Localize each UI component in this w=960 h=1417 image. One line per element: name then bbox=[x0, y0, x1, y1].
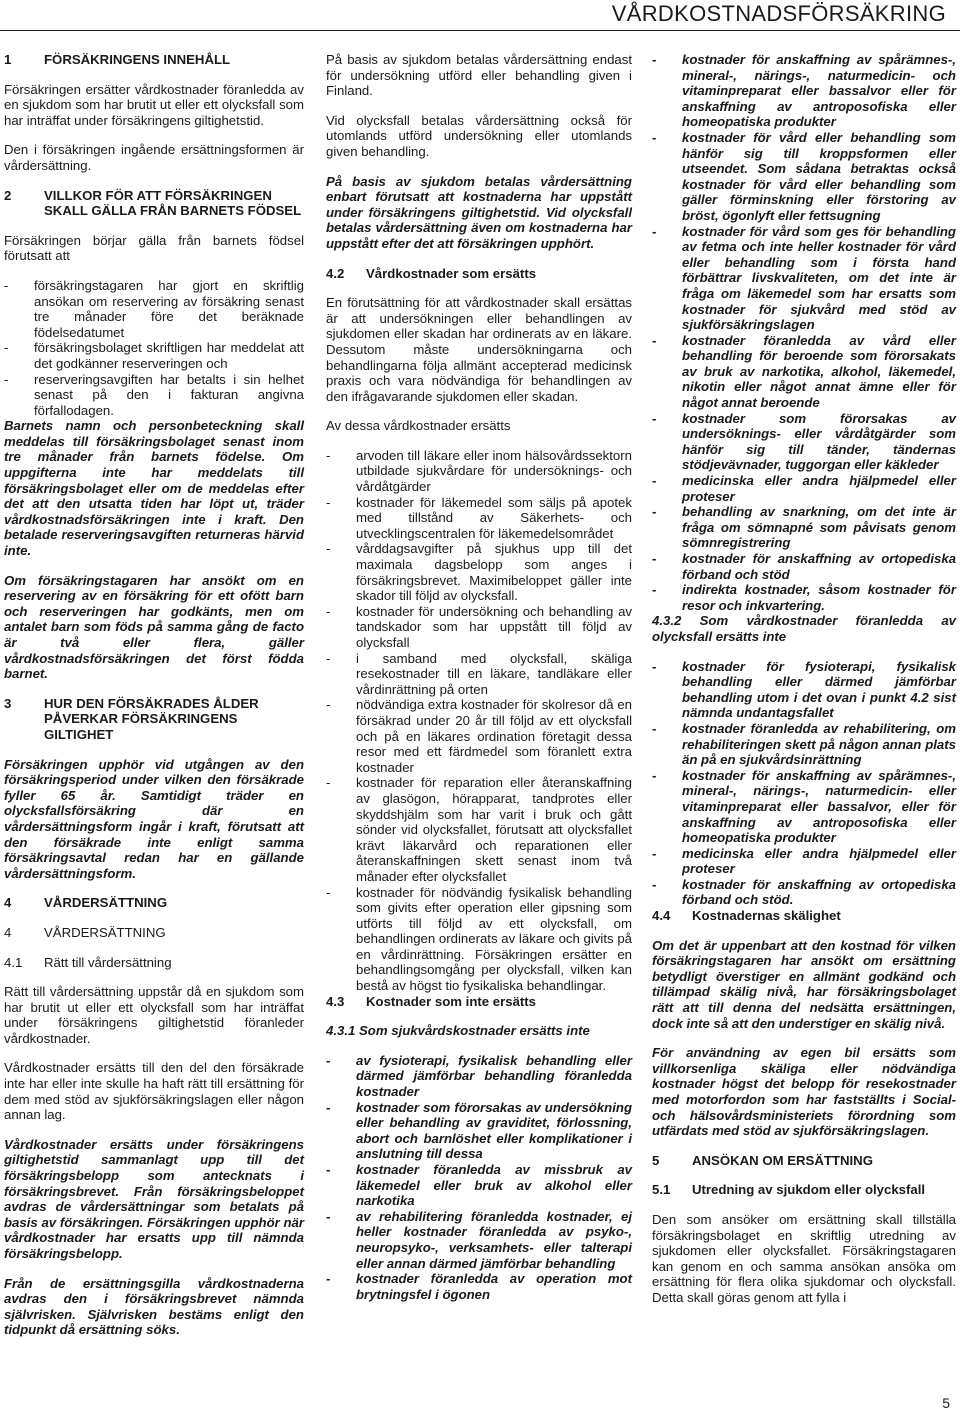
dash-marker: - bbox=[652, 52, 657, 67]
emphasized-paragraph: 4.3.1 Som sjukvårdskostnader ersätts inte bbox=[326, 1023, 590, 1039]
list-item bbox=[652, 504, 956, 551]
page-number: 5 bbox=[942, 1395, 950, 1411]
section-heading bbox=[326, 266, 632, 282]
emphasized-paragraph: Om försäkringstagaren har ansökt om en reservering av en försäkring för ett ofött barn och reserveringen har godkänts, men om antalet barn som föds på samma gång de facto är två eller flera, gäller vårdkostnadsförsäkringen det först födda barnet. bbox=[4, 572, 304, 682]
section-title: VÅRDERSÄTTNING bbox=[44, 924, 166, 940]
list-item-text: kostnader för läkemedel som säljs på apotek med tillstånd av Säkerhets- och utvecklingscentralen för läkemedelsområdet bbox=[356, 494, 632, 541]
list-item-text: kostnader föranledda av missbruk av läkemedel eller bruk av alkohol eller narkotika bbox=[356, 1162, 632, 1209]
dash-marker: - bbox=[326, 697, 331, 713]
paragraph: Av dessa vårdkostnader ersätts bbox=[326, 418, 511, 434]
section-number: 1 bbox=[4, 52, 12, 67]
dash-marker: - bbox=[326, 1208, 331, 1224]
list-item-text: arvoden till läkare eller inom hälsovårdssektorn utbildade sjukvårdare för undersöknings- och vårdåtgärder bbox=[356, 447, 632, 495]
list-item bbox=[326, 651, 632, 698]
list-item bbox=[326, 541, 632, 603]
list-item-text: i samband med olycksfall, skäliga resekostnader till en läkare, tandläkare eller vårdinrättning på orten bbox=[356, 650, 632, 697]
list-item-text: kostnader för fysioterapi, fysikalisk behandling eller därmed jämförbar behandling utom i det ovan i punkt 4.2 sist nämnda undantagsfallet bbox=[682, 658, 956, 721]
dash-marker: - bbox=[326, 603, 331, 619]
section-heading bbox=[4, 895, 304, 911]
list-item bbox=[652, 551, 956, 582]
list-item-text: kostnader för anskaffning av spårämnes-, mineral-, närings-, naturmedicin- och vitaminpreparat eller bassalvor eller för anskaffning av antroposofiska eller homeopatiska produkter bbox=[682, 52, 956, 130]
paragraph: Vid olycksfall betalas vårdersättning också för utomlands utförd undersökning eller utomlands given behandling. bbox=[326, 112, 632, 159]
dash-marker: - bbox=[652, 223, 657, 239]
list-item-text: kostnader för nödvändig fysikalisk behandling som givits efter operation eller gipsning som utförts till följd av ett olycksfall, om behandlingen ordinerats av läkare och givits på en vårdinrättning. Försäkringen ersätter en behandlingsomgång per olycksfall, vilken kan bestå av högst tio fysikaliska behandlingar. bbox=[356, 884, 632, 994]
list-item bbox=[326, 885, 632, 994]
emphasized-paragraph: Vårdkostnader ersätts under försäkringens giltighetstid sammanlagt upp till det försäkringsbelopp som antecknats i försäkringsbrevet. Från försäkringsbeloppet avdras de vårdersättningar som betalats på basis av försäkringen. Försäkringen upphör när vårdkostnader har ersatts upp till nämnda försäkringsbelopp. bbox=[4, 1136, 304, 1261]
list-item-text: försäkringsbolaget skriftligen har meddelat att det godkänner reserveringen och bbox=[34, 340, 304, 371]
section-number: 4.3 bbox=[326, 993, 345, 1009]
list-item-text: försäkringstagaren har gjort en skriftlig ansökan om reservering av försäkring senast tre månader före det beräknade födelsedatumet bbox=[34, 277, 304, 340]
section-title: Utredning av sjukdom eller olycksfall bbox=[692, 1182, 926, 1198]
list-item bbox=[652, 411, 956, 473]
emphasized-paragraph: På basis av sjukdom betalas vårdersättning enbart förutsatt att kostnaderna har uppstått under försäkringens giltighetstid. Vid olycksfall betalas vårdersättning även om kostnaderna har uppstått efter det att försäkringen upphört. bbox=[326, 173, 632, 251]
column-2 bbox=[326, 52, 632, 1302]
dash-marker: - bbox=[652, 473, 657, 489]
list-item bbox=[652, 333, 956, 411]
dash-marker: - bbox=[326, 1271, 331, 1287]
dash-marker: - bbox=[652, 876, 657, 892]
list-item bbox=[652, 768, 956, 846]
list-item bbox=[652, 52, 956, 130]
list-item bbox=[326, 448, 632, 495]
section-number: 4.1 bbox=[4, 954, 23, 970]
list-item-text: kostnader för vård eller behandling som hänför sig till kroppsformen eller utseendet. Som sådana betraktas också kostnader för vård eller behandling som gäller förminskning eller förstoring av bröst, ögonlyft eller fettsugning bbox=[682, 129, 956, 223]
dash-marker: - bbox=[326, 1052, 331, 1068]
list-item bbox=[652, 846, 956, 877]
list-item bbox=[652, 473, 956, 504]
dash-marker: - bbox=[652, 332, 657, 348]
dash-marker: - bbox=[326, 494, 331, 510]
section-title: ANSÖKAN OM ERSÄTTNING bbox=[692, 1152, 873, 1168]
list-item-text: kostnader för anskaffning av ortopediska förband och stöd. bbox=[682, 876, 956, 908]
dash-marker: - bbox=[652, 658, 657, 674]
list-item bbox=[4, 278, 304, 340]
section-title: Rätt till vårdersättning bbox=[44, 954, 172, 970]
bullet-list bbox=[326, 448, 632, 994]
list-item-text: vårddagsavgifter på sjukhus upp till det maximala dagsbelopp som anges i försäkringsbrevet. Maximibeloppet gäller inte skador till följd av olycksfall. bbox=[356, 541, 632, 604]
dash-marker: - bbox=[326, 1099, 331, 1115]
list-item bbox=[326, 1053, 632, 1100]
paragraph: Försäkringen ersätter vårdkostnader föranledda av en sjukdom som har brutit ut eller ett olycksfall som har inträffat under försäkringens giltighetstid. bbox=[4, 81, 304, 128]
section-title: VÅRDERSÄTTNING bbox=[44, 895, 168, 911]
list-item-text: kostnader föranledda av vård eller behandling för beroende som förorsakats av bruk av narkotika, alkohol, läkemedel, nikotin eller något annat ämne eller för något annat beroende bbox=[682, 332, 956, 411]
emphasized-paragraph: Barnets namn och personbeteckning skall meddelas till försäkringsbolaget senast inom tre månader från barnets födelse. Om uppgifterna inte har meddelats till försäkringsbolaget eller om de meddelas efter det att den utsatta tiden har löpt ut, träder vårdkostnadsförsäkringen inte i kraft. Den betalade reserveringsavgiften returneras härvid inte. bbox=[4, 418, 304, 559]
list-item bbox=[326, 775, 632, 884]
list-item bbox=[326, 1100, 632, 1162]
section-title: VILLKOR FÖR ATT FÖRSÄKRINGEN SKALL GÄLLA FRÅN BARNETS FÖDSEL bbox=[44, 187, 302, 219]
section-heading bbox=[326, 994, 632, 1010]
list-item-text: kostnader föranledda av rehabilitering, om rehabiliteringen skett på någon annan plats än på en sjukvårdsinrättning bbox=[682, 720, 956, 768]
section-heading bbox=[4, 52, 304, 68]
list-item bbox=[652, 130, 956, 224]
section-title: Kostnadernas skälighet bbox=[692, 908, 841, 924]
section-heading bbox=[652, 908, 956, 924]
dash-marker: - bbox=[326, 775, 331, 791]
list-item bbox=[652, 659, 956, 721]
emphasized-paragraph: Om det är uppenbart att den kostnad för vilken försäkringstagaren har ansökt om ersättning betydligt överstiger en allmänt godkänd och tillämpad skälig nivå, har försäkringsbolaget rätt att till denna del nedsätta ersättningen, dock inte så att den understiger en skälig nivå. bbox=[652, 937, 956, 1031]
paragraph: Den i försäkringen ingående ersättningsformen är vårdersättning. bbox=[4, 142, 304, 173]
dash-marker: - bbox=[652, 129, 657, 145]
section-heading bbox=[652, 1153, 956, 1169]
list-item-text: medicinska eller andra hjälpmedel eller proteser bbox=[682, 845, 956, 877]
list-item bbox=[4, 340, 304, 371]
dash-marker: - bbox=[326, 650, 331, 666]
column-1 bbox=[4, 52, 304, 1352]
list-item bbox=[326, 697, 632, 775]
bullet-list bbox=[4, 278, 304, 418]
paragraph: Vårdkostnader ersätts till den del den försäkrade inte har eller inte skulle ha haft rätt till ersättning för dem med stöd av sjukförsäkringslagen eller någon annan lag. bbox=[4, 1060, 304, 1123]
list-item-text: kostnader som förorsakas av undersökning eller behandling av graviditet, förlossning, abort och barnlöshet eller komplikationer i anslutning till dessa bbox=[356, 1099, 632, 1162]
list-item bbox=[326, 1271, 632, 1302]
bullet-list bbox=[326, 1053, 632, 1303]
section-title: HUR DEN FÖRSÄKRADES ÅLDER PÅVERKAR FÖRSÄKRINGENS GILTIGHET bbox=[44, 695, 259, 742]
paragraph: På basis av sjukdom betalas vårdersättning endast för undersökning utförd eller behandling given i Finland. bbox=[326, 52, 632, 99]
section-number: 5.1 bbox=[652, 1182, 671, 1198]
list-item-text: reserveringsavgiften har betalts i sin helhet senast på den i fakturan angivna förfallodagen. bbox=[34, 371, 304, 418]
list-item bbox=[652, 224, 956, 333]
section-title: Vårdkostnader som ersätts bbox=[366, 265, 537, 281]
section-title: Kostnader som inte ersätts bbox=[366, 993, 537, 1009]
section-number: 4 bbox=[4, 895, 12, 911]
list-item bbox=[326, 604, 632, 651]
dash-marker: - bbox=[652, 767, 657, 783]
list-item-text: indirekta kostnader, såsom kostnader för resor och inkvartering. bbox=[682, 582, 956, 613]
list-item-text: kostnader för reparation eller återanskaffning av glasögon, hörapparat, tandprotes eller skyddshjälm som har varit i bruk och gått sönder vid olycksfallet, förutsatt att olycksfallet krävt läkarvård och reparationen eller återanskaffningen skett senast inom två månader efter olycksfallet bbox=[356, 775, 632, 884]
bullet-list bbox=[652, 52, 956, 613]
emphasized-paragraph: Från de ersättningsgilla vårdkostnaderna avdras den i försäkringsbrevet nämnda självrisken. Självrisken bestäms enligt den tidpunkt då ersättning söks. bbox=[4, 1275, 304, 1338]
dash-marker: - bbox=[652, 410, 657, 426]
paragraph: Försäkringen börjar gälla från barnets födsel förutsatt att bbox=[4, 232, 304, 264]
dash-marker: - bbox=[4, 277, 9, 293]
list-item-text: behandling av snarkning, om det inte är fråga om sömnapné som påvisats genom sömnregistrering bbox=[682, 504, 956, 551]
list-item-text: av fysioterapi, fysikalisk behandling eller därmed jämförbar behandling föranledda kostnader bbox=[356, 1052, 632, 1100]
dash-marker: - bbox=[652, 504, 657, 520]
list-item bbox=[652, 582, 956, 613]
section-heading bbox=[652, 1182, 956, 1198]
section-heading bbox=[4, 925, 304, 941]
emphasized-paragraph: För användning av egen bil ersätts som villkorsenliga skäliga eller nödvändiga kostnader högst det belopp för resekostnader med motorfordon som har fastställts i Social- och hälsovårdsministeriets förordning som utfärdats med stöd av sjukförsäkringslagen. bbox=[652, 1045, 956, 1139]
document-title: VÅRDKOSTNADSFÖRSÄKRING bbox=[0, 0, 960, 31]
list-item bbox=[326, 1209, 632, 1271]
list-item-text: kostnader som förorsakas av undersöknings- eller vårdåtgärder som hänför sig till tänder, tändernas stödjevävnader, tuggorgan eller käkleder bbox=[682, 410, 956, 473]
dash-marker: - bbox=[4, 340, 9, 356]
dash-marker: - bbox=[652, 720, 657, 736]
list-item-text: kostnader för vård som ges för behandling av fetma och inte heller kostnader för vård eller behandling som i första hand förbättrar livskvaliteten, om det inte är fråga om läkemedel som har ersatts som kostnader för sjukvård med stöd av sjukförsäkringslagen bbox=[682, 223, 956, 333]
dash-marker: - bbox=[326, 884, 331, 900]
list-item-text: medicinska eller andra hjälpmedel eller proteser bbox=[682, 473, 956, 504]
section-number: 4.2 bbox=[326, 265, 345, 281]
paragraph: En förutsättning för att vårdkostnader skall ersättas är att undersökningen eller behandlingen av sjukdomen eller skadan har ordinerats av en läkare. Dessutom måste undersökningarna och behandlingarna följa allmänt accepterad medicinsk praxis och vara nödvändiga för behandlingen av den ifrågavarande sjukdomen eller skadan. bbox=[326, 295, 632, 404]
section-number: 2 bbox=[4, 187, 12, 203]
section-title: FÖRSÄKRINGENS INNEHÅLL bbox=[44, 52, 231, 67]
list-item bbox=[652, 877, 956, 908]
section-heading bbox=[4, 188, 304, 219]
dash-marker: - bbox=[652, 845, 657, 861]
dash-marker: - bbox=[326, 541, 331, 557]
dash-marker: - bbox=[652, 582, 657, 598]
list-item-text: av rehabilitering föranledda kostnader, ej heller kostnader föranledda av psyko-, neuropsyko-, verksamhets- eller talterapi eller annan därmed jämförbar behandling bbox=[356, 1208, 632, 1271]
list-item bbox=[326, 495, 632, 542]
section-number: 4.4 bbox=[652, 908, 671, 924]
list-item bbox=[4, 372, 304, 419]
dash-marker: - bbox=[652, 551, 657, 566]
list-item-text: nödvändiga extra kostnader för skolresor då en försäkrad under 20 år till följd av ett olycksfall och på en läkares ordination företagit dessa resor med ett färdmedel som föranlett extra kostnader bbox=[356, 697, 632, 775]
list-item bbox=[326, 1162, 632, 1209]
dash-marker: - bbox=[326, 447, 331, 463]
emphasized-paragraph: Försäkringen upphör vid utgången av den försäkringsperiod under vilken den försäkrade fyller 65 år. Samtidigt träder en olycksfallsförsäkring där en vårdersättningsform ingår i kraft, förutsatt att den försäkrade inte enligt samma försäkringsavtal redan har en gällande vårdersättningsform. bbox=[4, 756, 304, 881]
section-number: 5 bbox=[652, 1152, 660, 1168]
list-item-text: kostnader för undersökning och behandling av tandskador som har uppstått till följd av olycksfall bbox=[356, 603, 632, 650]
column-3 bbox=[652, 52, 956, 1320]
bullet-list bbox=[652, 659, 956, 909]
dash-marker: - bbox=[326, 1162, 331, 1177]
list-item-text: kostnader föranledda av operation mot brytningsfel i ögonen bbox=[356, 1271, 632, 1302]
section-number: 4 bbox=[4, 924, 12, 940]
list-item-text: kostnader för anskaffning av ortopediska förband och stöd bbox=[682, 551, 956, 582]
emphasized-paragraph: 4.3.2 Som vårdkostnader föranledda av olycksfall ersätts inte bbox=[652, 613, 956, 644]
section-number: 3 bbox=[4, 695, 12, 711]
list-item bbox=[652, 721, 956, 768]
list-item-text: kostnader för anskaffning av spårämnes-, mineral-, närings-, naturmedicin- eller vitaminpreparat eller bassalvor, eller för anskaffning av antroposofiska eller homeopatiska produkter bbox=[682, 767, 956, 846]
dash-marker: - bbox=[4, 371, 9, 387]
section-heading bbox=[4, 696, 304, 743]
section-heading bbox=[4, 955, 304, 971]
paragraph: Den som ansöker om ersättning skall tillställa försäkringsbolaget en skriftlig utredning av sjukdomen eller olycksfallet. Försäkringstagaren kan genom en och samma ansökan ansöka om ersättning för flera olika sjukdomar och olycksfall. Detta skall göras genom att fylla i bbox=[652, 1211, 956, 1305]
paragraph: Rätt till vårdersättning uppstår då en sjukdom som har brutit ut eller ett olycksfall som har inträffat under försäkringens giltighetstid föranleder vårdkostnader. bbox=[4, 984, 304, 1046]
